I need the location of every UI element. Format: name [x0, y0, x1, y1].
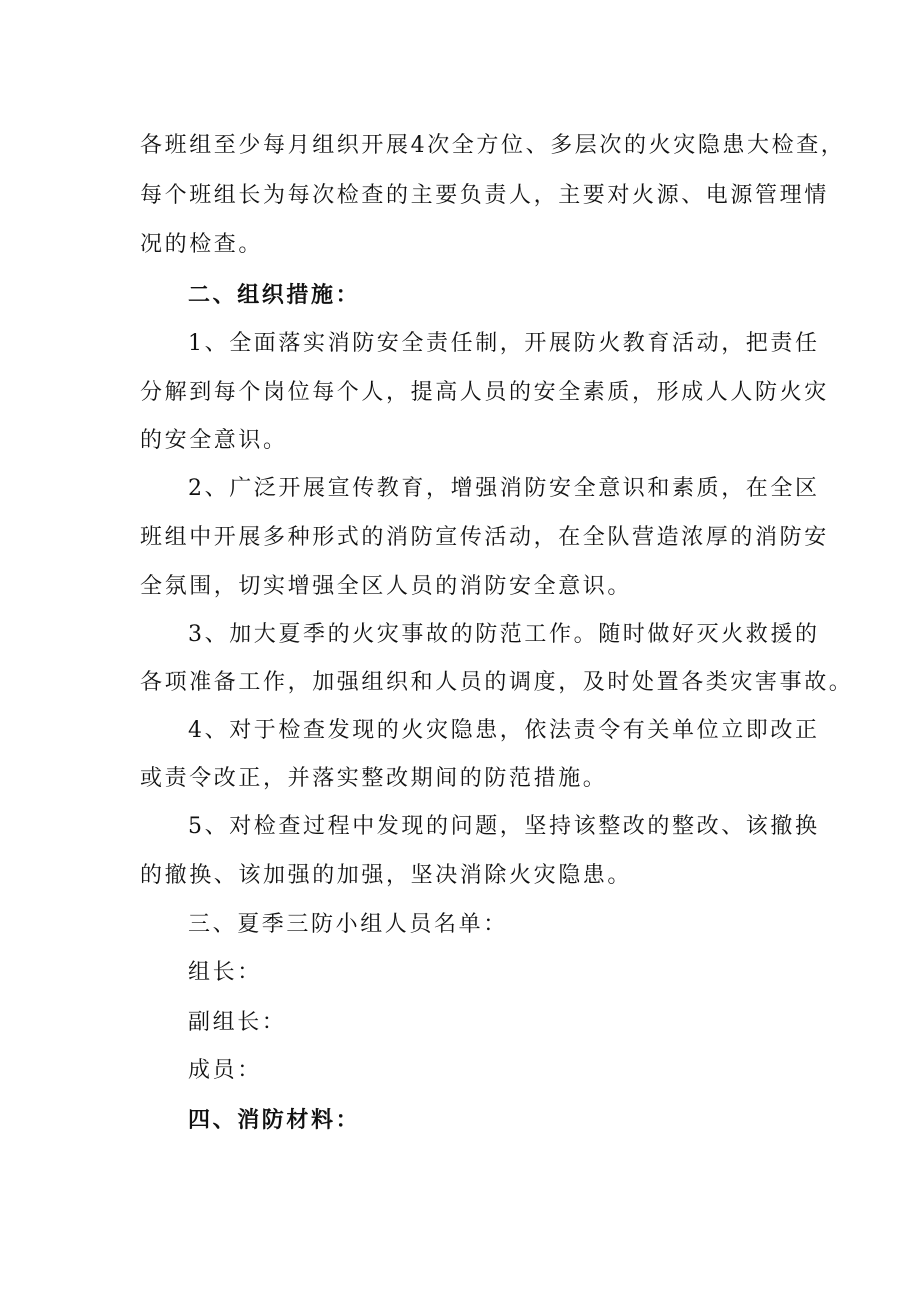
section-heading: 三、夏季三防小组人员名单：	[188, 912, 508, 937]
paragraph-line: 况的检查。	[140, 232, 264, 257]
roster-label-members: 成员：	[188, 1058, 262, 1083]
paragraph-line: 3、加大夏季的火灾事故的防范工作。随时做好灭火救援的	[188, 622, 820, 647]
section-heading: 四、消防材料：	[188, 1107, 361, 1133]
paragraph-line: 各班组至少每月组织开展4次全方位、多层次的火灾隐患大检查，	[140, 133, 846, 158]
paragraph-line: 每个班组长为每次检查的主要负责人，主要对火源、电源管理情	[140, 183, 829, 208]
paragraph-line: 4、对于检查发现的火灾隐患，依法责令有关单位立即改正	[188, 718, 820, 743]
paragraph-line: 班组中开展多种形式的消防宣传活动，在全队营造浓厚的消防安	[140, 525, 829, 550]
roster-label-leader: 组长：	[188, 960, 262, 985]
paragraph-line: 或责令改正，并落实整改期间的防范措施。	[140, 766, 608, 791]
section-heading: 二、组织措施：	[188, 282, 361, 308]
paragraph-line: 全氛围，切实增强全区人员的消防安全意识。	[140, 574, 633, 599]
paragraph-line: 分解到每个岗位每个人，提高人员的安全素质，形成人人防火灾	[140, 380, 829, 405]
paragraph-line: 2、广泛开展宣传教育，增强消防安全意识和素质，在全区	[188, 476, 820, 501]
roster-label-deputy: 副组长：	[188, 1010, 287, 1035]
paragraph-line: 的安全意识。	[140, 428, 288, 453]
paragraph-line: 5、对检查过程中发现的问题，坚持该整改的整改、该撤换	[188, 814, 820, 839]
paragraph-line: 各项准备工作，加强组织和人员的调度，及时处置各类灾害事故。	[140, 670, 854, 695]
paragraph-line: 1、全面落实消防安全责任制，开展防火教育活动，把责任	[188, 331, 820, 356]
paragraph-line: 的撤换、该加强的加强，坚决消除火灾隐患。	[140, 863, 633, 888]
